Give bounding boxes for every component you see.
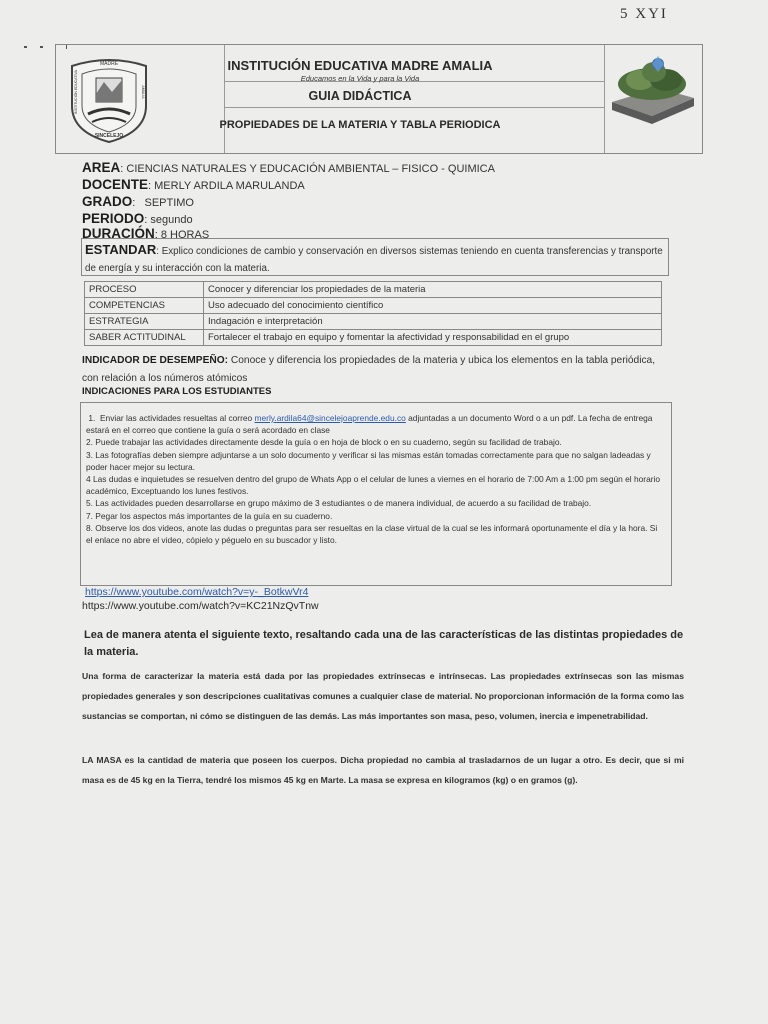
indicador-text: Conoce y diferencia los propiedades de la materia y ubica los elementos en la tabla periódica, con relación a los números atómicos bbox=[82, 355, 656, 384]
logo-left-text: INSTITUCIÓN EDUCATIVA bbox=[74, 70, 78, 114]
instruction-item: 4 Las dudas e inquietudes se resuelven dentro del grupo de Whats App o el celular de lunes a viernes en el horario de 7:00 Am a 1:00 pm según el horario académico, Exceptuando los lunes festivos. bbox=[86, 474, 661, 497]
school-crest-logo bbox=[62, 52, 156, 146]
meta-docente: DOCENTE: MERLY ARDILA MARULANDA bbox=[82, 177, 305, 192]
meta-periodo: PERIODO: segundo bbox=[82, 211, 193, 226]
meta-area: AREA: CIENCIAS NATURALES Y EDUCACIÓN AMBIENTAL – FISICO - QUIMICA bbox=[82, 160, 495, 175]
email-link[interactable]: merly.ardila64@sincelejoaprende.edu.co bbox=[254, 413, 406, 423]
instruction-item: 3. Las fotografías deben siempre adjuntarse a un solo documento y verificar si las mismas están tomadas correctamente para que no salgan ladeadas y poder hacer mejor su lectura. bbox=[86, 449, 651, 472]
table-cell-value: Fortalecer el trabajo en equipo y fomentar la afectividad y responsabilidad en el grupo bbox=[204, 330, 662, 346]
table-row bbox=[85, 330, 662, 346]
corner-handwritten-mark: 5 XYI bbox=[620, 6, 668, 22]
reading-prompt: Lea de manera atenta el siguiente texto, resaltando cada una de las características de las distintas propiedades de la materia. bbox=[84, 629, 684, 658]
instruction-item: 1. Enviar las actividades resueltas al correo merly.ardila64@sincelejoaprende.edu.co adjuntadas a un documento Word o a un pdf. La fecha de entrega estará en el correo que contiene la guía o será acordado en clase bbox=[86, 413, 653, 436]
instruction-item: 8. Observe los dos videos, anote las dudas o preguntas para ser resueltas en la clase virtual de la cual se les informará oportunamente el día y la hora. Si el enlace no abre el video, cópielo y péguelo en su buscador y listo. bbox=[86, 522, 658, 546]
instruction-item: 7. Pegar los aspectos más importantes de la guía en su cuaderno. bbox=[86, 510, 333, 521]
table-row bbox=[85, 314, 662, 330]
table-cell-key: SABER ACTITUDINAL bbox=[85, 330, 204, 346]
meta-value: SEPTIMO bbox=[144, 197, 194, 209]
meta-label: PERIODO bbox=[82, 211, 145, 226]
table-cell-key: ESTRATEGIA bbox=[85, 314, 204, 330]
instruction-item: 2. Puede trabajar las actividades directamente desde la guía o en hoja de block o en su cuaderno, según su facilidad de trabajo. bbox=[86, 437, 562, 448]
paragraph-properties: Una forma de caracterizar la materia está dada por las propiedades extrínsecas e intrínsecas. Las propiedades extrínsecas son las mismas propiedades generales y son descripciones cualitativas comunes a cualquier clase de material. No proporcionan información de la forma como las sustancias se comportan, ni cómo se distinguen de las demás. Las más importantes son masa, peso, volumen, inercia e impenetrabilidad. bbox=[82, 671, 684, 721]
instructions-box bbox=[80, 402, 672, 586]
table-cell-value: Indagación e interpretación bbox=[204, 314, 662, 330]
meta-grado: GRADO: SEPTIMO bbox=[82, 194, 194, 209]
scan-speck bbox=[24, 46, 27, 48]
table-row bbox=[85, 298, 662, 314]
meta-label: DOCENTE bbox=[82, 177, 149, 192]
indicador-desempeno bbox=[82, 352, 668, 388]
guide-type-title: GUIA DIDÁCTICA bbox=[308, 89, 412, 103]
video-link-1[interactable]: https://www.youtube.com/watch?v=y-_BotkwVr4 bbox=[85, 586, 309, 598]
table-cell-value: Uso adecuado del conocimiento científico bbox=[204, 298, 662, 314]
meta-label: DURACIÓN bbox=[82, 226, 155, 241]
indicaciones-title: INDICACIONES PARA LOS ESTUDIANTES bbox=[82, 386, 272, 397]
estandar-label: ESTANDAR bbox=[85, 242, 157, 257]
logo-top-text: MADRE bbox=[99, 61, 119, 67]
table-row bbox=[85, 282, 662, 298]
scan-speck bbox=[40, 46, 43, 48]
meta-value: 8 HORAS bbox=[160, 229, 210, 241]
estandar-text: : Explico condiciones de cambio y conservación en diversos sistemas teniendo en cuenta transferencias y transporte de energía y su interacción con la materia. bbox=[85, 246, 663, 274]
indicador-label: INDICADOR DE DESEMPEÑO: bbox=[82, 355, 229, 366]
meta-value: MERLY ARDILA MARULANDA bbox=[154, 180, 305, 192]
table-cell-key: COMPETENCIAS bbox=[85, 298, 204, 314]
logo-bottom-text: SINCELEJO bbox=[94, 133, 124, 139]
table-cell-key: PROCESO bbox=[85, 282, 204, 298]
meta-value: segundo bbox=[150, 214, 193, 226]
estandar-box bbox=[81, 238, 669, 276]
meta-label: AREA bbox=[82, 160, 121, 175]
paragraph-mass: LA MASA es la cantidad de materia que poseen los cuerpos. Dicha propiedad no cambia al trasladarnos de un lugar a otro. Es decir, que si mi masa es de 45 kg en la Tierra, tendré los mismos 45 kg en Marte. La masa se expresa en kilogramos (kg) o en gramos (g). bbox=[82, 755, 684, 785]
institution-name: INSTITUCIÓN EDUCATIVA MADRE AMALIA bbox=[227, 58, 493, 73]
process-table bbox=[84, 281, 662, 346]
institution-slogan: Educamos en la Vida y para la Vida bbox=[300, 74, 420, 83]
video-link-2[interactable]: https://www.youtube.com/watch?v=KC21NzQvTnw bbox=[82, 600, 319, 612]
meta-label: GRADO bbox=[82, 194, 133, 209]
instruction-item: 5. Las actividades pueden desarrollarse en grupo máximo de 3 estudiantes o de manera individual, de acuerdo a su facilidad de trabajo. bbox=[86, 498, 592, 509]
logo-right-text: AMALIA bbox=[141, 85, 145, 99]
meta-value: CIENCIAS NATURALES Y EDUCACIÓN AMBIENTAL – FISICO - QUIMICA bbox=[126, 163, 495, 175]
guide-topic-title: PROPIEDADES DE LA MATERIA Y TABLA PERIODICA bbox=[219, 119, 501, 131]
table-cell-value: Conocer y diferenciar los propiedades de la materia bbox=[204, 282, 662, 298]
meta-duracion: DURACIÓN: 8 HORAS bbox=[82, 226, 210, 241]
open-book-earth-illustration bbox=[606, 50, 698, 126]
